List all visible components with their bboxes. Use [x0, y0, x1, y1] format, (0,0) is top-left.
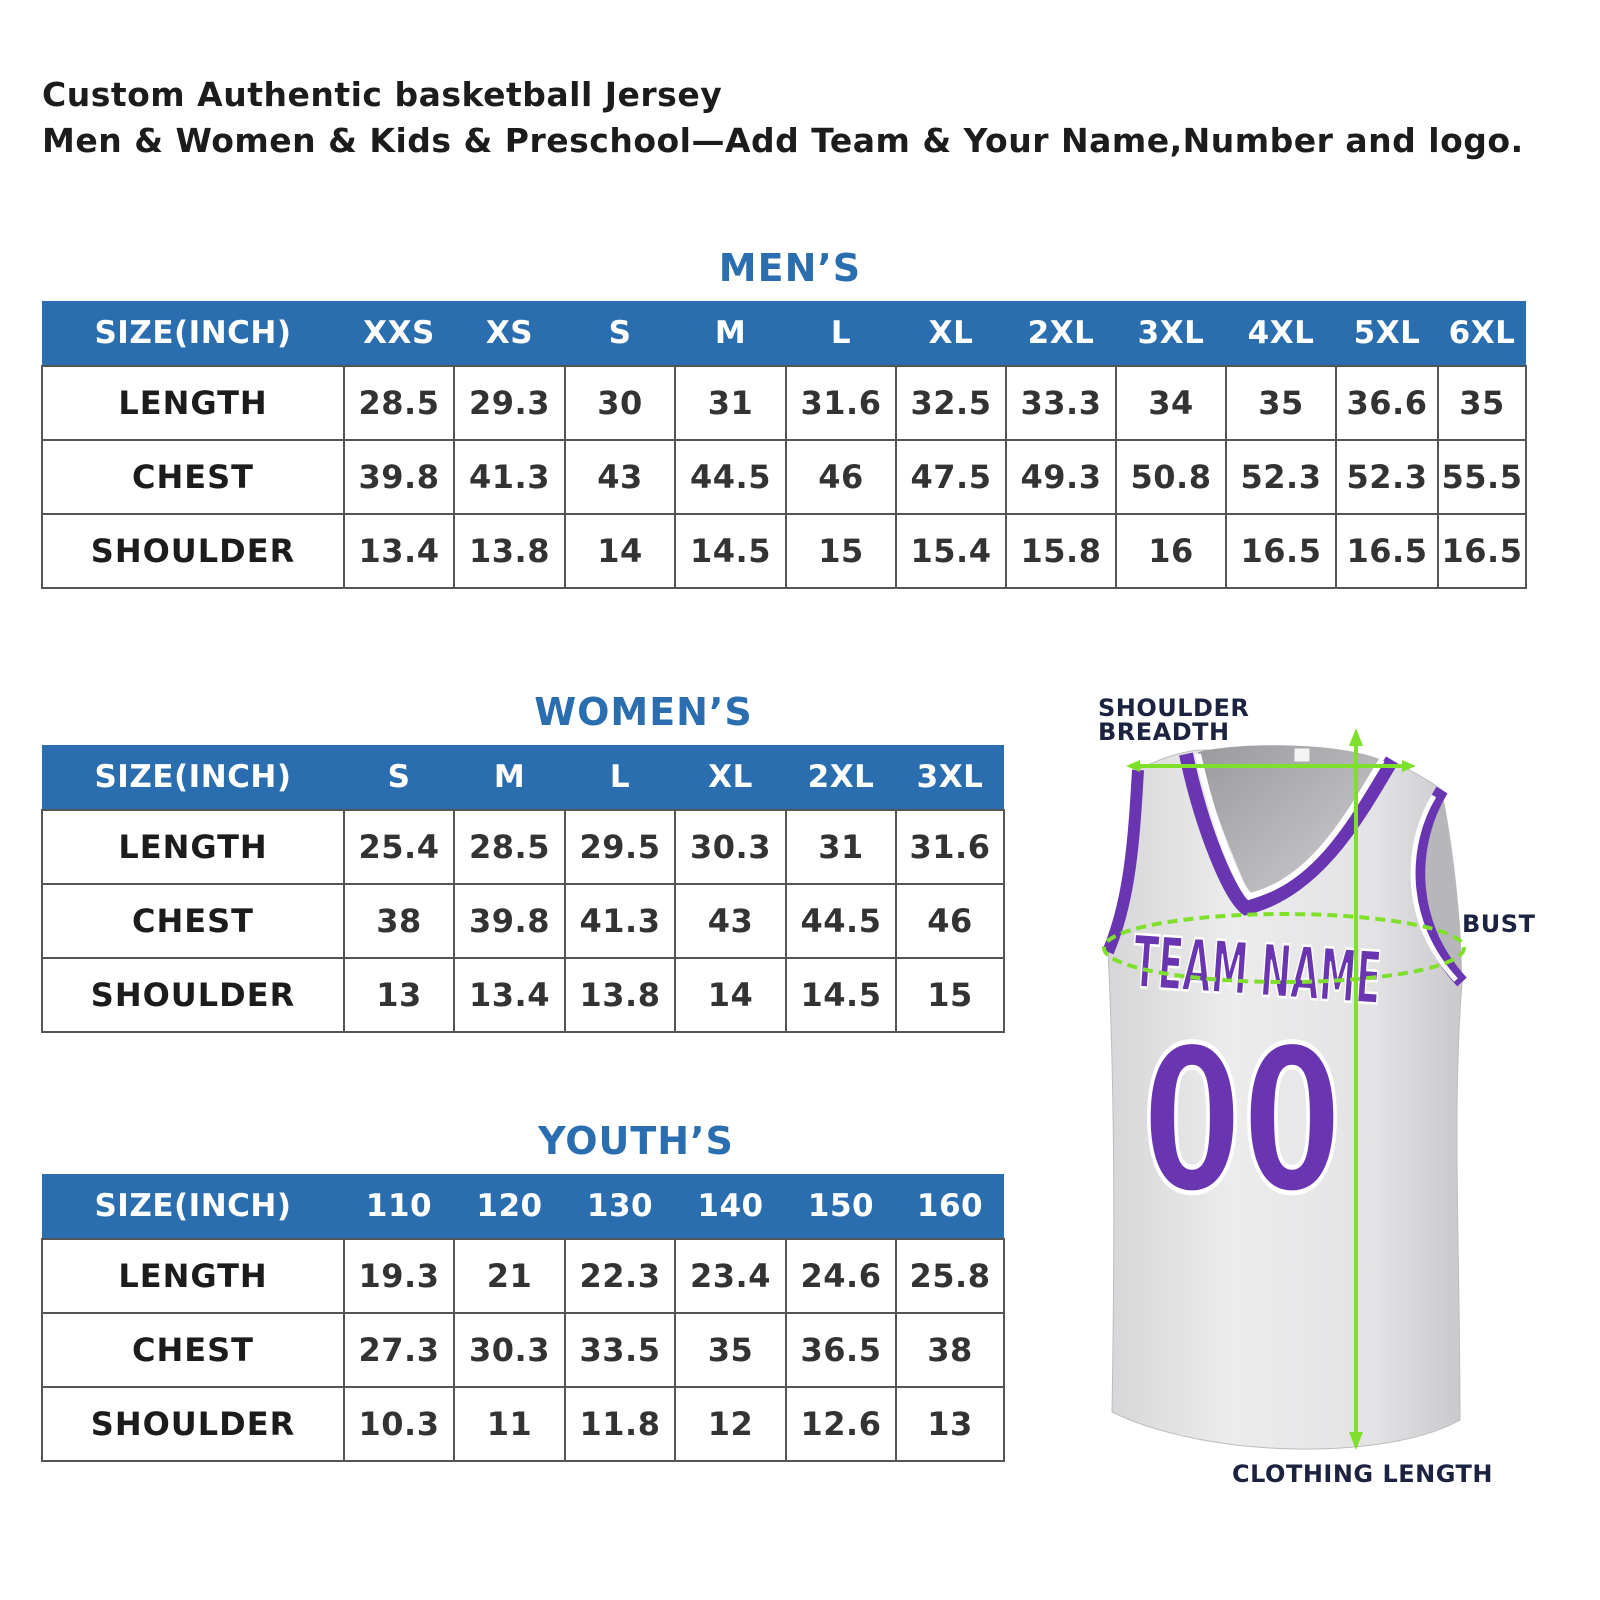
womens-section-title: WOMEN’S	[534, 690, 753, 734]
shoulder-label-line-1: SHOULDER	[1098, 694, 1250, 722]
mens-table-body	[42, 366, 1526, 588]
measurement-cell: 14.5	[675, 514, 786, 588]
youth-size-table	[41, 1174, 1005, 1462]
measurement-cell: 22.3	[565, 1239, 675, 1313]
womens-size-header: L	[565, 745, 675, 810]
jersey-illustration	[1090, 690, 1560, 1460]
table-row	[42, 440, 1526, 514]
mens-size-header: 2XL	[1006, 301, 1116, 366]
measurement-cell: 15.8	[1006, 514, 1116, 588]
mens-size-header: XS	[454, 301, 565, 366]
measurement-cell: 13.4	[454, 958, 565, 1032]
measurement-cell: 24.6	[786, 1239, 896, 1313]
womens-size-header: M	[454, 745, 565, 810]
shoulder-label-line-2: BREADTH	[1098, 718, 1230, 746]
measurement-cell: 25.8	[896, 1239, 1004, 1313]
row-label: LENGTH	[42, 1239, 344, 1313]
measurement-cell: 12	[675, 1387, 786, 1461]
jersey-team-name-text: TEAM NAME	[1130, 920, 1497, 1030]
measurement-cell: 15	[896, 958, 1004, 1032]
mens-size-header: S	[565, 301, 675, 366]
mens-size-table	[41, 301, 1527, 589]
measurement-cell: 29.3	[454, 366, 565, 440]
measurement-cell: 36.5	[786, 1313, 896, 1387]
measurement-cell: 31	[786, 810, 896, 884]
measurement-cell: 52.3	[1336, 440, 1438, 514]
measurement-cell: 30.3	[675, 810, 786, 884]
measurement-cell: 27.3	[344, 1313, 454, 1387]
measurement-cell: 14	[565, 514, 675, 588]
headline-line-2: Men & Women & Kids & Preschool—Add Team & Your Name,Number and logo.	[42, 121, 1524, 160]
measurement-cell: 32.5	[896, 366, 1006, 440]
jersey-tag	[1294, 748, 1310, 762]
youth-size-header: 150	[786, 1174, 896, 1239]
measurement-cell: 41.3	[454, 440, 565, 514]
measurement-cell: 35	[1438, 366, 1526, 440]
mens-size-header: 3XL	[1116, 301, 1226, 366]
measurement-cell: 13	[344, 958, 454, 1032]
row-label: CHEST	[42, 440, 344, 514]
row-label: SHOULDER	[42, 514, 344, 588]
measurement-cell: 50.8	[1116, 440, 1226, 514]
measurement-cell: 44.5	[675, 440, 786, 514]
youth-table-body	[42, 1239, 1004, 1461]
mens-header-label: SIZE(INCH)	[42, 301, 344, 366]
youth-header-row	[42, 1174, 1004, 1239]
measurement-cell: 30.3	[454, 1313, 565, 1387]
measurement-cell: 12.6	[786, 1387, 896, 1461]
measurement-cell: 46	[786, 440, 896, 514]
page-headline	[42, 72, 1524, 164]
measurement-cell: 36.6	[1336, 366, 1438, 440]
table-row	[42, 1313, 1004, 1387]
table-row	[42, 884, 1004, 958]
measurement-cell: 43	[565, 440, 675, 514]
mens-size-header: L	[786, 301, 896, 366]
measurement-cell: 14	[675, 958, 786, 1032]
mens-size-header: M	[675, 301, 786, 366]
measurement-cell: 55.5	[1438, 440, 1526, 514]
womens-size-header: 3XL	[896, 745, 1004, 810]
measurement-cell: 39.8	[454, 884, 565, 958]
row-label: CHEST	[42, 1313, 344, 1387]
measurement-cell: 41.3	[565, 884, 675, 958]
measurement-cell: 31	[675, 366, 786, 440]
table-row	[42, 1239, 1004, 1313]
womens-header-label: SIZE(INCH)	[42, 745, 344, 810]
measurement-cell: 13.8	[565, 958, 675, 1032]
mens-size-header: XL	[896, 301, 1006, 366]
measurement-cell: 34	[1116, 366, 1226, 440]
table-row	[42, 1387, 1004, 1461]
measurement-cell: 16.5	[1336, 514, 1438, 588]
table-row	[42, 514, 1526, 588]
row-label: SHOULDER	[42, 1387, 344, 1461]
youth-size-header: 160	[896, 1174, 1004, 1239]
mens-size-header: XXS	[344, 301, 454, 366]
measurement-cell: 38	[344, 884, 454, 958]
youth-size-header: 120	[454, 1174, 565, 1239]
mens-size-header: 4XL	[1226, 301, 1336, 366]
row-label: LENGTH	[42, 810, 344, 884]
measurement-cell: 10.3	[344, 1387, 454, 1461]
measurement-cell: 11.8	[565, 1387, 675, 1461]
measurement-cell: 25.4	[344, 810, 454, 884]
measurement-cell: 13.8	[454, 514, 565, 588]
table-row	[42, 810, 1004, 884]
measurement-cell: 46	[896, 884, 1004, 958]
row-label: LENGTH	[42, 366, 344, 440]
measurement-cell: 35	[1226, 366, 1336, 440]
measurement-cell: 44.5	[786, 884, 896, 958]
youth-size-header: 110	[344, 1174, 454, 1239]
jersey-number-text: 00	[1142, 1005, 1342, 1238]
measurement-cell: 39.8	[344, 440, 454, 514]
womens-table-body	[42, 810, 1004, 1032]
measurement-cell: 29.5	[565, 810, 675, 884]
womens-size-header: 2XL	[786, 745, 896, 810]
mens-size-header: 6XL	[1438, 301, 1526, 366]
womens-header-row	[42, 745, 1004, 810]
headline-line-1: Custom Authentic basketball Jersey	[42, 75, 723, 114]
measurement-cell: 13	[896, 1387, 1004, 1461]
womens-size-header: S	[344, 745, 454, 810]
table-row	[42, 958, 1004, 1032]
youth-header-label: SIZE(INCH)	[42, 1174, 344, 1239]
mens-section-title: MEN’S	[718, 246, 862, 290]
measurement-cell: 11	[454, 1387, 565, 1461]
length-arrow-top	[1349, 728, 1363, 746]
measurement-cell: 31.6	[786, 366, 896, 440]
clothing-length-label: CLOTHING LENGTH	[1232, 1460, 1493, 1488]
youth-size-header: 140	[675, 1174, 786, 1239]
measurement-cell: 13.4	[344, 514, 454, 588]
measurement-cell: 16.5	[1226, 514, 1336, 588]
measurement-cell: 33.3	[1006, 366, 1116, 440]
mens-size-header: 5XL	[1336, 301, 1438, 366]
measurement-cell: 31.6	[896, 810, 1004, 884]
row-label: CHEST	[42, 884, 344, 958]
youth-section-title: YOUTH’S	[538, 1119, 734, 1163]
measurement-cell: 16.5	[1438, 514, 1526, 588]
measurement-cell: 19.3	[344, 1239, 454, 1313]
measurement-cell: 21	[454, 1239, 565, 1313]
measurement-cell: 52.3	[1226, 440, 1336, 514]
mens-header-row	[42, 301, 1526, 366]
jersey-measurement-diagram	[1090, 690, 1560, 1510]
measurement-cell: 16	[1116, 514, 1226, 588]
measurement-cell: 15.4	[896, 514, 1006, 588]
measurement-cell: 47.5	[896, 440, 1006, 514]
womens-size-table	[41, 745, 1005, 1033]
measurement-cell: 15	[786, 514, 896, 588]
measurement-cell: 43	[675, 884, 786, 958]
bust-label: BUST	[1462, 910, 1536, 938]
measurement-cell: 30	[565, 366, 675, 440]
row-label: SHOULDER	[42, 958, 344, 1032]
measurement-cell: 33.5	[565, 1313, 675, 1387]
measurement-cell: 28.5	[344, 366, 454, 440]
womens-size-header: XL	[675, 745, 786, 810]
measurement-cell: 38	[896, 1313, 1004, 1387]
measurement-cell: 14.5	[786, 958, 896, 1032]
measurement-cell: 28.5	[454, 810, 565, 884]
table-row	[42, 366, 1526, 440]
measurement-cell: 49.3	[1006, 440, 1116, 514]
youth-size-header: 130	[565, 1174, 675, 1239]
measurement-cell: 35	[675, 1313, 786, 1387]
measurement-cell: 23.4	[675, 1239, 786, 1313]
